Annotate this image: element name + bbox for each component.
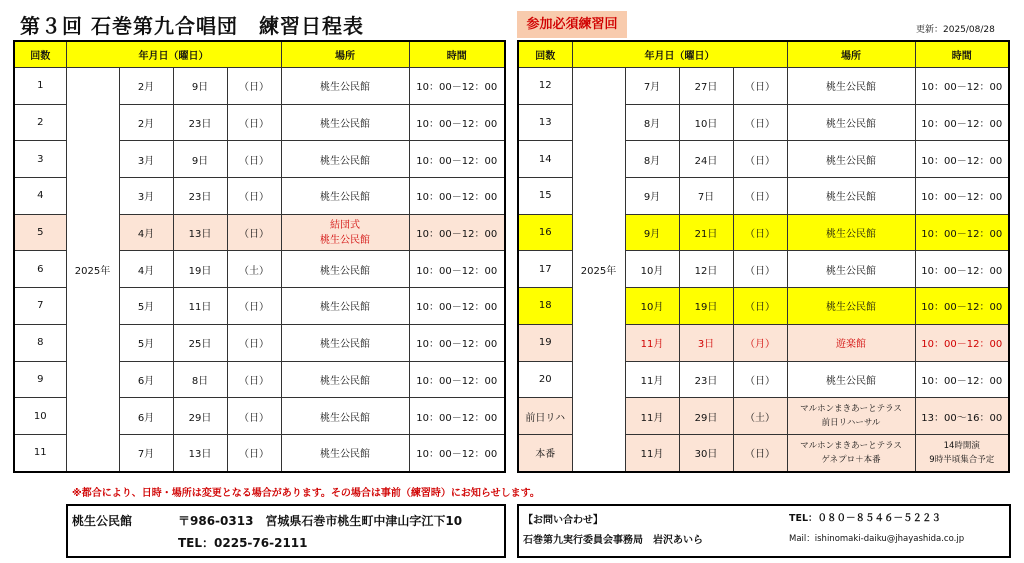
- page-title: 第３回 石巻第九合唱団 練習日程表: [20, 14, 364, 38]
- venue-tel: TEL：0225-76-2111: [178, 536, 308, 550]
- row-number: 12: [518, 68, 572, 105]
- time-cell: 10：00－12：00: [409, 361, 505, 398]
- time-cell: 10：00－12：00: [915, 178, 1009, 215]
- contact-mail[interactable]: Mail：ishinomaki-daiku@jhayashida.co.jp: [789, 534, 965, 544]
- time-cell: 10：00－12：00: [409, 398, 505, 435]
- header-time: 時間: [409, 41, 505, 68]
- header-date: 年月日（曜日）: [66, 41, 281, 68]
- time-cell: 10：00－12：00: [915, 288, 1009, 325]
- day-cell: 21日: [679, 214, 733, 251]
- row-number: 前日リハ: [518, 398, 572, 435]
- weekday-cell: （月）: [733, 324, 787, 361]
- row-number: 18: [518, 288, 572, 325]
- schedule-table-right: [517, 40, 1010, 473]
- day-cell: 13日: [173, 434, 227, 471]
- month-cell: 11月: [625, 434, 679, 471]
- row-number: 8: [14, 324, 66, 361]
- day-cell: 10日: [679, 104, 733, 141]
- day-cell: 9日: [173, 141, 227, 178]
- updated-date: 更新：2025/08/28: [916, 25, 995, 35]
- row-number: 3: [14, 141, 66, 178]
- day-cell: 25日: [173, 324, 227, 361]
- month-cell: 11月: [625, 361, 679, 398]
- header-no: 回数: [14, 41, 66, 68]
- time-cell-line2: 9時半頃集合予定: [929, 454, 995, 465]
- day-cell: 12日: [679, 251, 733, 288]
- row-number: 11: [14, 434, 66, 471]
- row-number: 20: [518, 361, 572, 398]
- time-cell: 10：00－12：00: [915, 68, 1009, 105]
- header-place: 場所: [787, 41, 915, 68]
- header-no: 回数: [518, 41, 572, 68]
- month-cell: 10月: [625, 288, 679, 325]
- venue-box: [66, 504, 506, 558]
- month-cell: 9月: [625, 214, 679, 251]
- month-cell: 11月: [625, 324, 679, 361]
- row-number: 1: [14, 68, 66, 105]
- month-cell: 4月: [119, 251, 173, 288]
- month-cell: 6月: [119, 361, 173, 398]
- weekday-cell: （日）: [227, 398, 281, 435]
- time-cell: 10：00－12：00: [409, 68, 505, 105]
- venue-address: 〒986-0313 宮城県石巻市桃生町中津山字江下10: [178, 514, 463, 528]
- time-cell: 10：00－12：00: [409, 104, 505, 141]
- row-number: 13: [518, 104, 572, 141]
- row-number: 4: [14, 178, 66, 215]
- place-cell: 桃生公民館: [787, 251, 915, 288]
- place-cell: 桃生公民館: [787, 104, 915, 141]
- venue-name: 桃生公民館: [72, 514, 133, 528]
- schedule-table-left: [13, 40, 506, 473]
- weekday-cell: （日）: [227, 104, 281, 141]
- day-cell: 11日: [173, 288, 227, 325]
- time-cell: 10：00－12：00: [409, 324, 505, 361]
- month-cell: 6月: [119, 398, 173, 435]
- day-cell: 30日: [679, 434, 733, 471]
- place-cell: 桃生公民館: [787, 214, 915, 251]
- change-notice: ※都合により、日時・場所は変更となる場合があります。その場合は事前（練習時）にお知らせします。: [72, 488, 540, 499]
- place-cell: 桃生公民館: [281, 361, 409, 398]
- header-place: 場所: [281, 41, 409, 68]
- day-cell: 3日: [679, 324, 733, 361]
- day-cell: 29日: [173, 398, 227, 435]
- place-cell-line1: マルホンまきあーとテラス: [800, 440, 902, 451]
- day-cell: 7日: [679, 178, 733, 215]
- row-number: 17: [518, 251, 572, 288]
- place-cell: 桃生公民館: [787, 288, 915, 325]
- row-number: 5: [14, 214, 66, 251]
- month-cell: 3月: [119, 141, 173, 178]
- day-cell: 23日: [173, 178, 227, 215]
- day-cell: 23日: [679, 361, 733, 398]
- time-cell: 10：00－12：00: [409, 214, 505, 251]
- place-cell: 桃生公民館: [787, 178, 915, 215]
- month-cell: 4月: [119, 214, 173, 251]
- time-cell: 10：00－12：00: [409, 288, 505, 325]
- year-cell: 2025年: [66, 68, 119, 472]
- row-number: 2: [14, 104, 66, 141]
- weekday-cell: （日）: [227, 324, 281, 361]
- place-cell-line1: マルホンまきあーとテラス: [800, 404, 902, 415]
- place-cell: 桃生公民館: [787, 141, 915, 178]
- place-cell: [281, 214, 409, 251]
- year-cell: 2025年: [572, 68, 625, 472]
- time-cell: 10：00－12：00: [409, 251, 505, 288]
- place-cell: 桃生公民館: [281, 251, 409, 288]
- place-cell: 桃生公民館: [281, 398, 409, 435]
- month-cell: 8月: [625, 104, 679, 141]
- day-cell: 23日: [173, 104, 227, 141]
- time-cell: 10：00－12：00: [915, 361, 1009, 398]
- month-cell: 2月: [119, 68, 173, 105]
- time-cell: 10：00－12：00: [409, 178, 505, 215]
- place-cell: [787, 434, 915, 471]
- row-number: 本番: [518, 434, 572, 471]
- day-cell: 24日: [679, 141, 733, 178]
- weekday-cell: （土）: [227, 251, 281, 288]
- day-cell: 27日: [679, 68, 733, 105]
- weekday-cell: （土）: [733, 398, 787, 435]
- weekday-cell: （日）: [227, 361, 281, 398]
- weekday-cell: （日）: [733, 214, 787, 251]
- weekday-cell: （日）: [733, 141, 787, 178]
- weekday-cell: （日）: [733, 68, 787, 105]
- time-cell: 13：00～16：00: [915, 398, 1009, 435]
- month-cell: 5月: [119, 324, 173, 361]
- month-cell: 8月: [625, 141, 679, 178]
- place-cell-line2: ゲネプロ＋本番: [821, 454, 881, 465]
- day-cell: 13日: [173, 214, 227, 251]
- required-practice-legend: 参加必須練習回: [517, 11, 627, 38]
- month-cell: 2月: [119, 104, 173, 141]
- place-cell-line1: 結団式: [330, 219, 360, 231]
- header-time: 時間: [915, 41, 1009, 68]
- month-cell: 5月: [119, 288, 173, 325]
- table-row: [14, 68, 505, 105]
- place-cell: 桃生公民館: [281, 68, 409, 105]
- place-cell: 桃生公民館: [787, 68, 915, 105]
- month-cell: 10月: [625, 251, 679, 288]
- contact-office: 石巻第九実行委員会事務局 岩沢あいら: [523, 535, 703, 546]
- time-cell: 10：00－12：00: [915, 324, 1009, 361]
- time-cell: 10：00－12：00: [915, 104, 1009, 141]
- day-cell: 19日: [173, 251, 227, 288]
- place-cell: 桃生公民館: [281, 288, 409, 325]
- place-cell-line2: 前日リハーサル: [821, 418, 881, 429]
- time-cell: 10：00－12：00: [915, 214, 1009, 251]
- weekday-cell: （日）: [227, 214, 281, 251]
- weekday-cell: （日）: [227, 68, 281, 105]
- time-cell: 10：00－12：00: [915, 251, 1009, 288]
- row-number: 10: [14, 398, 66, 435]
- time-cell: [915, 434, 1009, 471]
- day-cell: 9日: [173, 68, 227, 105]
- place-cell: 遊楽館: [787, 324, 915, 361]
- weekday-cell: （日）: [227, 178, 281, 215]
- weekday-cell: （日）: [733, 104, 787, 141]
- row-number: 6: [14, 251, 66, 288]
- time-cell: 10：00－12：00: [409, 434, 505, 471]
- row-number: 14: [518, 141, 572, 178]
- table-row: [518, 68, 1009, 105]
- weekday-cell: （日）: [733, 178, 787, 215]
- time-cell-line1: 14時開演: [943, 440, 980, 451]
- contact-box: [517, 504, 1011, 558]
- weekday-cell: （日）: [733, 361, 787, 398]
- contact-tel: TEL：０８０－８５４６－５２２３: [789, 513, 942, 524]
- weekday-cell: （日）: [227, 288, 281, 325]
- place-cell: 桃生公民館: [281, 178, 409, 215]
- day-cell: 8日: [173, 361, 227, 398]
- place-cell: 桃生公民館: [281, 324, 409, 361]
- place-cell: [787, 398, 915, 435]
- place-cell: 桃生公民館: [787, 361, 915, 398]
- weekday-cell: （日）: [733, 251, 787, 288]
- row-number: 16: [518, 214, 572, 251]
- month-cell: 9月: [625, 178, 679, 215]
- row-number: 9: [14, 361, 66, 398]
- weekday-cell: （日）: [227, 434, 281, 471]
- month-cell: 7月: [119, 434, 173, 471]
- contact-heading: 【お問い合わせ】: [523, 515, 603, 526]
- time-cell: 10：00－12：00: [915, 141, 1009, 178]
- row-number: 7: [14, 288, 66, 325]
- row-number: 19: [518, 324, 572, 361]
- month-cell: 7月: [625, 68, 679, 105]
- place-cell: 桃生公民館: [281, 434, 409, 471]
- place-cell: 桃生公民館: [281, 104, 409, 141]
- place-cell: 桃生公民館: [281, 141, 409, 178]
- weekday-cell: （日）: [733, 434, 787, 471]
- weekday-cell: （日）: [227, 141, 281, 178]
- time-cell: 10：00－12：00: [409, 141, 505, 178]
- place-cell-line2: 桃生公民館: [320, 234, 370, 246]
- row-number: 15: [518, 178, 572, 215]
- month-cell: 3月: [119, 178, 173, 215]
- weekday-cell: （日）: [733, 288, 787, 325]
- day-cell: 29日: [679, 398, 733, 435]
- header-date: 年月日（曜日）: [572, 41, 787, 68]
- month-cell: 11月: [625, 398, 679, 435]
- day-cell: 19日: [679, 288, 733, 325]
